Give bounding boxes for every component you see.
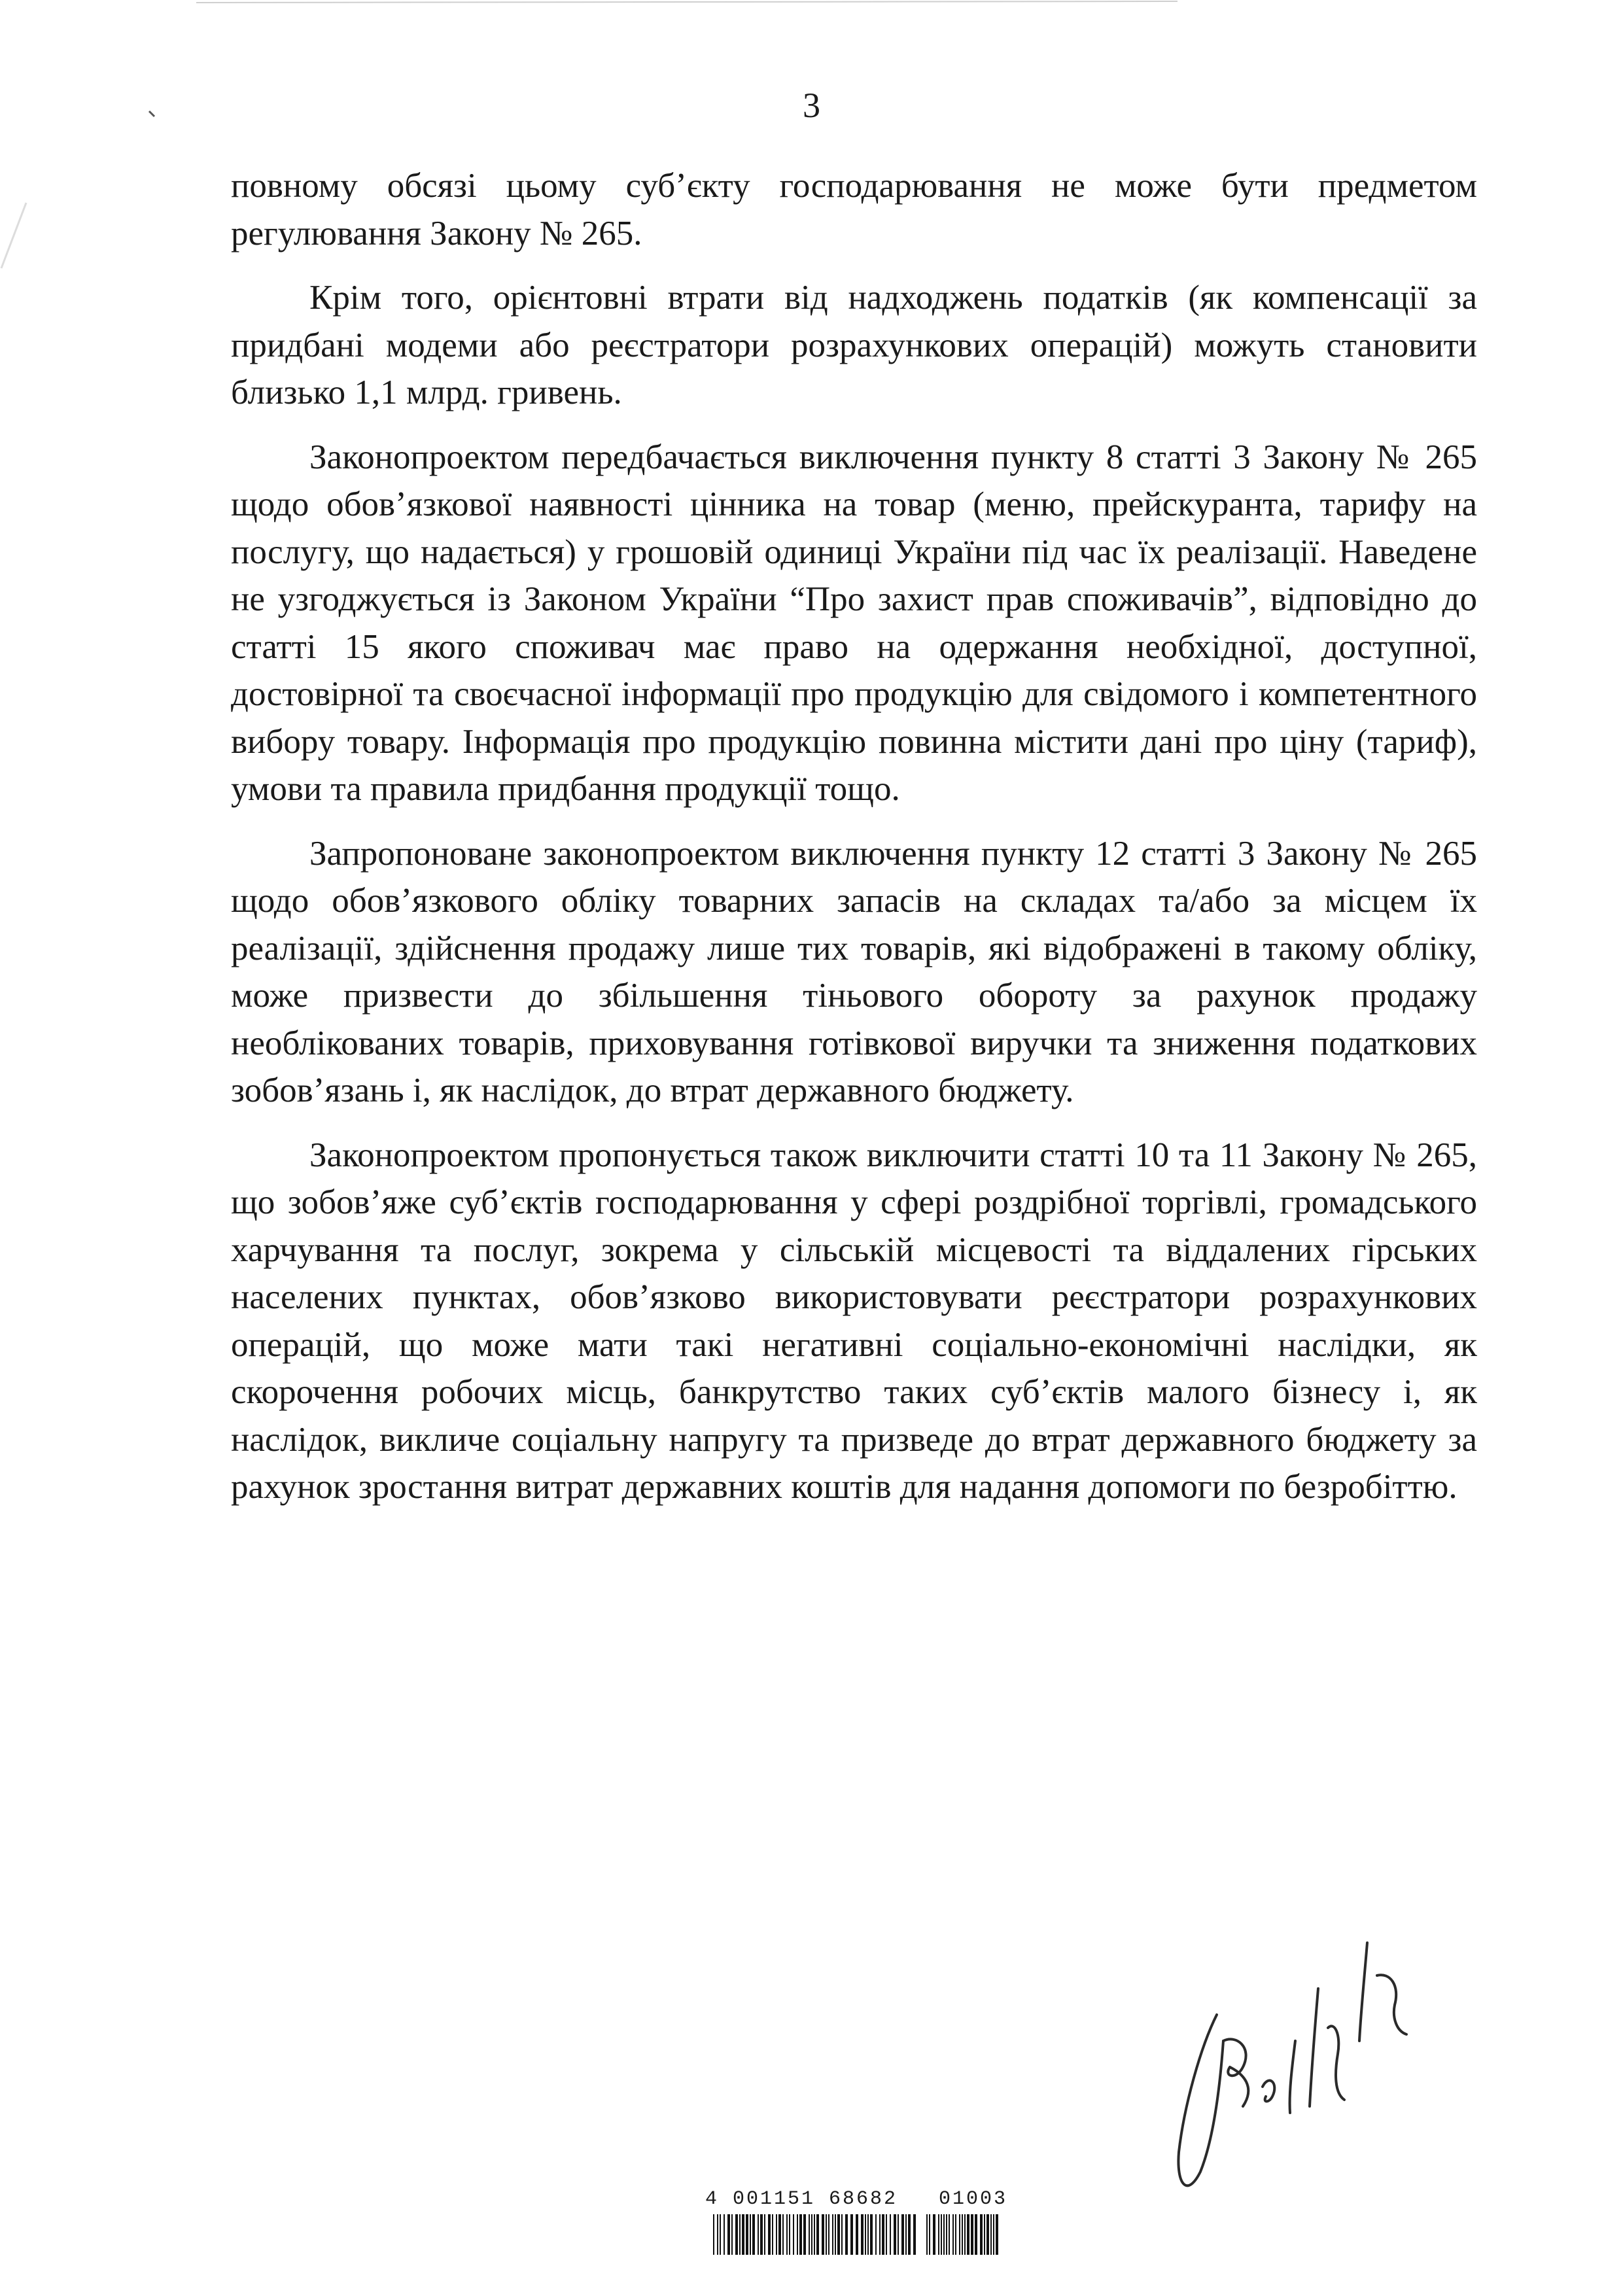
paragraph-price-tags: Законопроектом передбачається виключення пункту 8 статті 3 Закону № 265 щодо обов’язкової наявності цінника на товар (меню, прейскуранта, тарифу на послугу, що надається) у грошовій одиниці України під час їх реалізації. Наведене не узгоджується із Законом України “Про захист прав споживачів”, відповідно до статті 15 якого споживач має право на одержання необхідної, доступної, достовірної та своєчасної інформації про продукцію для свідомого і компетентного вибору товару. Інформація про продукцію повинна містити дані про ціну (тариф), умови та правила придбання продукції тощо. [231, 438, 1477, 808]
paragraph-inventory: Запропоноване законопроектом виключення пункту 12 статті 3 Закону № 265 щодо обов’язкового обліку товарних запасів на складах та/або за місцем їх реалізації, здійснення продажу лише тих товарів, які відображені в такому обліку, може призвести до збільшення тіньового обороту за рахунок продажу необлікованих товарів, приховування готівкової виручки та зниження податкових зобов’язань і, як наслідок, до втрат державного бюджету. [231, 834, 1477, 1109]
paragraph-articles-10-11: Законопроектом пропонується також виключити статті 10 та 11 Закону № 265, що зобов’яже суб’єктів господарювання у сфері роздрібної торгівлі, громадського харчування та послуг, зокрема у сільській місцевості та віддалених гірських населених пунктах, обов’язково використовувати реєстратори розрахункових операцій, що може мати такі негативні соціально-економічні наслідки, як скорочення робочих місць, банкрутство таких суб’єктів малого бізнесу і, як наслідок, викличе соціальну напругу та призведе до втрат державного бюджету за рахунок зростання витрат державних коштів для надання допомоги по безробіттю. [231, 1136, 1477, 1506]
handwritten-signature-icon [1138, 1936, 1426, 2224]
document-body [231, 162, 1477, 1528]
barcode-bars [705, 2214, 1006, 2255]
page-number: 3 [803, 86, 820, 125]
paragraph-continuation: повному обсязі цьому суб’єкту господарювання не може бути предметом регулювання Закону № 265. [231, 167, 1477, 252]
scan-mark-top [196, 0, 1178, 8]
paragraph-tax-losses: Крім того, орієнтовні втрати від надходжень податків (як компенсації за придбані модеми або реєстратори розрахункових операцій) можуть становити близько 1,1 млрд. гривень. [231, 279, 1477, 411]
scan-mark-left [0, 105, 170, 275]
barcode-number: 4 001151 68682 01003 [705, 2188, 1008, 2210]
barcode [705, 2188, 1006, 2255]
